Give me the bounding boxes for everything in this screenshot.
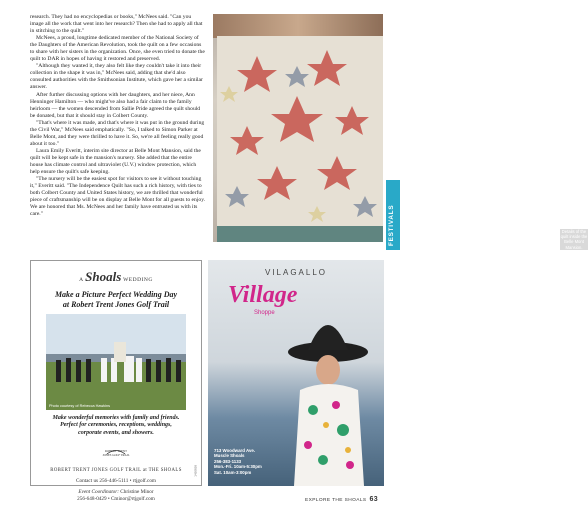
village-logo-sub: Shoppe xyxy=(254,310,275,316)
coordinator-label: Event Coordinator: xyxy=(78,489,119,496)
article-paragraph: research. They had no encyclopedias or books," McNees said. "Can you image all the work that went into her research? Then she had to apply all that in stitching to the quilt." xyxy=(30,14,203,35)
ad-coordinator xyxy=(31,489,201,502)
village-shoppe-advertisement xyxy=(208,260,384,486)
quilt-pattern-image xyxy=(217,36,383,242)
ad-headline xyxy=(31,290,201,309)
section-tab xyxy=(386,180,400,250)
photo-background xyxy=(213,14,383,38)
photo-credit: Photo courtesy of Rebecca Hawkins xyxy=(49,404,110,408)
ad-brand-script: Shoals xyxy=(85,269,122,284)
ad-tagline xyxy=(31,415,201,437)
article-paragraph: "That's where it was made, and that's where it was put in the ground during the Civil War," McNees said emphatically. "So, I talked to Simon Parker at Belle Mont, and they were thrilled to have it. So, we're all feeling really good about it too." xyxy=(30,119,205,147)
address-line: 256-383-1133 xyxy=(214,458,242,464)
ad-tagline-line: Perfect for ceremonies, receptions, weddings, xyxy=(60,422,172,429)
article-paragraph: Laura Emily Everitt, interim site director at Belle Mont Mansion, said the quilt will be kept safe in the mansion's nursery. She added that the entire house has climate control and ultraviolet (U.V.) window protection, which help ensure the quilt's safe keeping. xyxy=(30,147,201,176)
article-body xyxy=(30,14,206,218)
article-paragraph: "The nursery will be the easiest spot for visitors to see it without touching it," Everitt said. "The Independence Quilt has such a rich history, with ties to both Colbert County and United States history, we are thrilled that wonderful piece of craftsmanship will be on display at Belle Mont for all guests to enjoy. We are honored that Ms. McNees and her family have entrusted us with its care." xyxy=(30,176,206,218)
ad-contact: Contact us 256-446-5111 • rtjgolf.com xyxy=(76,478,156,485)
golf-trail-logo xyxy=(101,442,131,464)
ad-venue-name: ROBERT TRENT JONES GOLF TRAIL at THE SHOALS xyxy=(50,468,182,474)
ad-brand xyxy=(31,269,201,285)
page-footer xyxy=(305,496,378,503)
address-line: 713 Woodward Ave. xyxy=(214,448,256,453)
ad-headline-line: Make a Picture Perfect Wedding Day xyxy=(54,290,178,299)
coordinator-name: Christine Minor xyxy=(120,489,154,496)
article-paragraph: "Although they wanted it, they also felt like they couldn't take it into their collection in the shape it was in," McNees said, adding that she'd also consulted authorities with the Smithsonian Institute, which gave her a similar answer. xyxy=(30,63,203,91)
article-paragraph: After further discussing options with her daughters, and her niece, Ann Henninger Hamilton — who might've also had a fair claim to the family heirloom — the women descended from Sallie Pride agreed the quilt should be donated, but that it should stay in Colbert County. xyxy=(30,91,201,119)
photo-caption: Details of the quilt inside the Belle Mont Mansion. xyxy=(560,229,588,250)
page-number: 63 xyxy=(369,496,379,503)
ad-brand-prefix: A xyxy=(79,277,84,283)
wedding-photo xyxy=(46,314,186,410)
address-line: Muscle Shoals xyxy=(214,453,245,459)
wedding-party-image xyxy=(46,314,186,410)
section-tab-label: FESTIVALS xyxy=(388,204,395,246)
ad-code: 1430838 xyxy=(194,465,198,477)
village-logo: Village xyxy=(228,282,298,308)
ad-tagline-line: corporate events, and showers. xyxy=(78,429,154,436)
address-line: Mon.-Fri. 10am-5:30pm xyxy=(214,464,262,470)
shop-address xyxy=(214,448,262,475)
article-paragraph: McNees, a proud, longtime dedicated member of the National Society of the Daughters of the American Revolution, took the quilt on a few occasions to share with her sisters in the organization. Once, she even tried to donate the quilt to DAR in hopes of having it restored and preserved. xyxy=(30,35,205,63)
ad-brand-suffix: WEDDING xyxy=(123,277,153,283)
coordinator-contact: 256-648-0429 • Cminor@rtjgolf.com xyxy=(77,495,155,502)
footer-label: EXPLORE THE SHOALS xyxy=(305,498,367,503)
vilagallo-header: VILAGALLO xyxy=(264,268,328,277)
logo-text: ROBERT TRENT JONES GOLF TRAIL xyxy=(102,449,130,457)
address-line: Sat. 10am-3:00pm xyxy=(214,469,252,475)
ad-headline-line: at Robert Trent Jones Golf Trail xyxy=(62,299,170,309)
ad-tagline-line: Make wonderful memories with family and friends. xyxy=(52,415,180,421)
wedding-advertisement xyxy=(30,260,202,502)
